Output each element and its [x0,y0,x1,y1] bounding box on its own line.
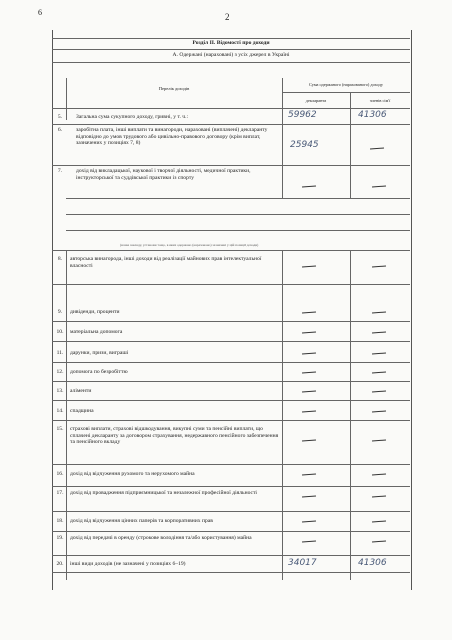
handwritten-declarant-value: 25945 [290,140,319,150]
handwritten-declarant-value: 59962 [288,110,317,120]
row-text: допомога по безробіттю [70,369,128,375]
row-text: матеріальна допомога [70,329,123,335]
row-number: 7. [57,168,63,174]
row-text: дивіденди, проценти [70,309,120,315]
row-text: заробітна плата, інші виплати та винагороди, нараховані (виплачені) декларанту відповідно до умов трудового або цивільно-правового договору (крім виплат, зазначених у позиціях 7, 8) [76,127,268,147]
row-number: 17. [56,490,64,496]
row-text: дохід від відчуження рухомого та нерухомого майна [70,471,195,477]
row-number: 18. [56,518,64,524]
row-number: 15. [56,426,64,432]
row-text: дарунки, призи, виграші [70,350,129,356]
row-text: дохід від викладацької, наукової і творчої діяльності, медичної практики, інструкторської та суддівської практики із спорту [76,168,251,181]
row-number: 5. [57,114,63,120]
row-text: авторська винагорода, інші доходи від реалізації майнових прав інтелектуальної власності [70,256,262,269]
row-number: 19. [56,535,64,541]
section-title: Розділ II. Відомості про доходи [192,40,270,46]
row-text: інші види доходів (не зазначені у позиціях 6–19) [70,561,186,567]
row-text: дохід від провадження підприємницької та незалежної професійної діяльності [70,490,257,496]
row7-note: (назва закладу, установи тощо, в яких одержано (нараховано) зазначені у цій позиції доходи) [120,243,259,247]
row-number: 14. [56,408,64,414]
row-number: 8. [57,256,63,262]
handwritten-family-value: 41306 [358,558,387,568]
header-amount: Сума одержаного (нарахованого) доходу [308,82,384,87]
header-declarant: декларанта [305,98,327,103]
row-text: страхові виплати, страхові відшкодування, викупні суми та пенсійні виплати, що сплачені декларанту за договором страхування, недержавного пенсійного забезпечення та пенсійного вкладу [70,426,279,446]
header-list: Перелік доходів [158,86,190,91]
row-number: 10. [56,329,64,335]
page-number: 2 [225,12,230,22]
row-number: 11. [56,350,64,356]
row-number: 12. [56,369,64,375]
row-text: аліменти [70,388,92,394]
row-number: 9. [57,309,63,315]
subsection-title: А. Одержані (нараховані) з усіх джерел в Україні [172,52,290,58]
row-number: 6. [57,127,63,133]
row-text: спадщина [70,408,94,414]
corner-mark: 6 [38,8,42,17]
row-number: 16. [56,471,64,477]
header-family: членів сім'ї [369,98,391,103]
row-text: Загальна сума сукупного доходу, гривні, у т. ч.: [76,114,189,120]
row-text: дохід від відчуження цінних паперів та корпоративних прав [70,518,213,524]
row-number: 20. [56,561,64,567]
row-number: 13. [56,388,64,394]
handwritten-family-value: 41306 [358,110,387,120]
handwritten-declarant-value: 34017 [288,558,317,568]
row-text: дохід від передачі в оренду (строкове володіння та/або користування) майна [70,535,252,541]
